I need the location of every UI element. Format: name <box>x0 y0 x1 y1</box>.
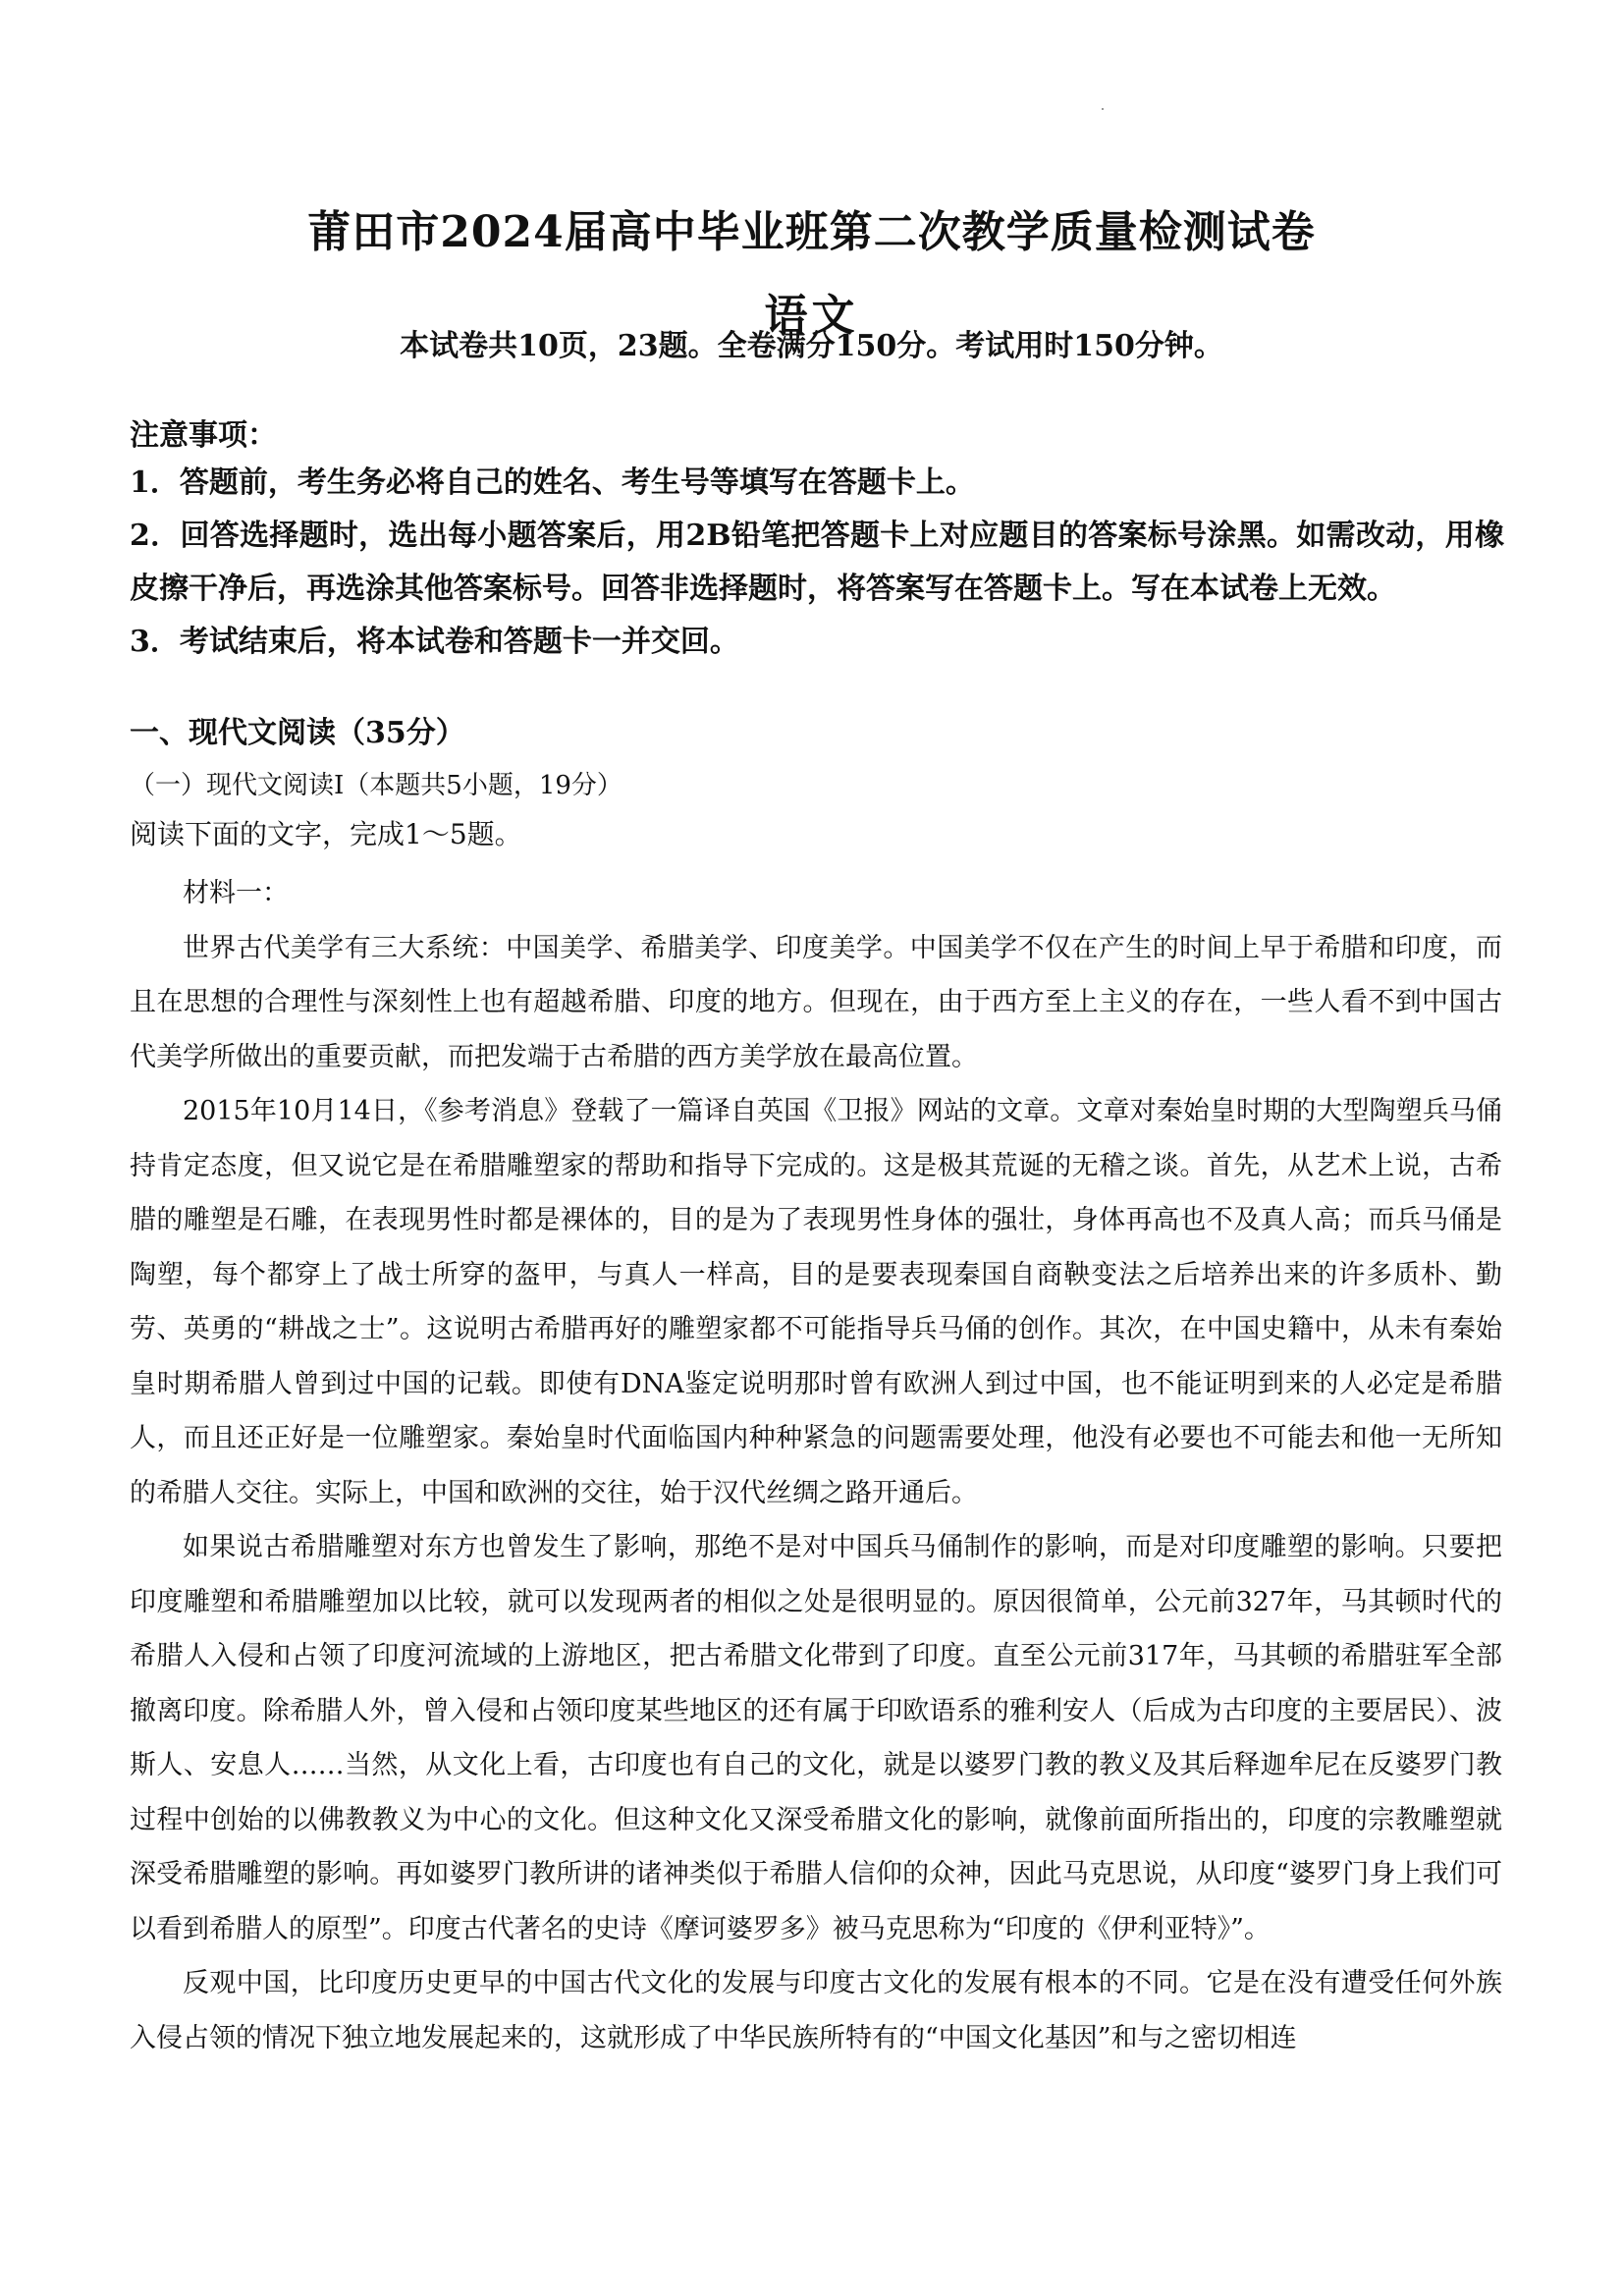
notes-heading: 注意事项： <box>130 418 277 453</box>
scan-speck <box>1102 108 1104 110</box>
exam-title: 莆田市2024届高中毕业班第二次教学质量检测试卷 <box>307 207 1316 257</box>
exam-info: 本试卷共10页，23题。全卷满分150分。考试用时150分钟。 <box>400 329 1223 363</box>
material-paragraph: 世界古代美学有三大系统：中国美学、希腊美学、印度美学。中国美学不仅在产生的时间上早于希腊和印度，而且在思想的合理性与深刻性上也有超越希腊、印度的地方。但现在，由于西方至上主义的存在，一些人看不到中国古代美学所做出的重要贡献，而把发端于古希腊的西方美学放在最高位置。 <box>130 932 1502 1072</box>
material-body <box>130 866 1502 2065</box>
material-label: 材料一： <box>183 878 289 908</box>
subject-title: 语文 <box>764 291 859 341</box>
section-heading: 一、现代文阅读（35分） <box>130 716 465 750</box>
note-item: 3．考试结束后，将本试卷和答题卡一并交回。 <box>130 625 739 659</box>
material-paragraph: 2015年10月14日，《参考消息》登载了一篇译自英国《卫报》网站的文章。文章对秦始皇时期的大型陶塑兵马俑持肯定态度，但又说它是在希腊雕塑家的帮助和指导下完成的。这是极其荒诞的无稽之谈。首先，从艺术上说，古希腊的雕塑是石雕，在表现男性时都是裸体的，目的是为了表现男性身体的强壮，身体再高也不及真人高；而兵马俑是陶塑，每个都穿上了战士所穿的盔甲，与真人一样高，目的是要表现秦国自商鞅变法之后培养出来的许多质朴、勤劳、英勇的“耕战之士”。这说明古希腊再好的雕塑家都不可能指导兵马俑的创作。其次，在中国史籍中，从未有秦始皇时期希腊人曾到过中国的记载。即使有DNA鉴定说明那时曾有欧洲人到过中国，也不能证明到来的人必定是希腊人，而且还正好是一位雕塑家。秦始皇时代面临国内种种紧急的问题需要处理，他没有必要也不可能去和他一无所知的希腊人交往。实际上，中国和欧洲的交往，始于汉代丝绸之路开通后。 <box>130 1096 1502 1508</box>
section-subheading: （一）现代文阅读Ⅰ（本题共5小题，19分） <box>130 771 622 800</box>
reading-instruction: 阅读下面的文字，完成1～5题。 <box>130 818 522 850</box>
note-item: 2．回答选择题时，选出每小题答案后，用2B铅笔把答题卡上对应题目的答案标号涂黑。如需改动，用橡皮擦干净后，再选涂其他答案标号。回答非选择题时，将答案写在答题卡上。写在本试卷上无效。 <box>130 519 1504 606</box>
note-item: 1．答题前，考生务必将自己的姓名、考生号等填写在答题卡上。 <box>130 465 975 500</box>
material-paragraph: 反观中国，比印度历史更早的中国古代文化的发展与印度古文化的发展有根本的不同。它是在没有遭受任何外族入侵占领的情况下独立地发展起来的，这就形成了中华民族所特有的“中国文化基因”和与之密切相连 <box>130 1968 1502 2053</box>
material-paragraph: 如果说古希腊雕塑对东方也曾发生了影响，那绝不是对中国兵马俑制作的影响，而是对印度雕塑的影响。只要把印度雕塑和希腊雕塑加以比较，就可以发现两者的相似之处是很明显的。原因很简单，公元前327年，马其顿时代的希腊人入侵和占领了印度河流域的上游地区，把古希腊文化带到了印度。直至公元前317年，马其顿的希腊驻军全部撤离印度。除希腊人外，曾入侵和占领印度某些地区的还有属于印欧语系的雅利安人（后成为古印度的主要居民）、波斯人、安息人……当然，从文化上看，古印度也有自己的文化，就是以婆罗门教的教义及其后释迦牟尼在反婆罗门教过程中创始的以佛教教义为中心的文化。但这种文化又深受希腊文化的影响，就像前面所指出的，印度的宗教雕塑就深受希腊雕塑的影响。再如婆罗门教所讲的诸神类似于希腊人信仰的众神，因此马克思说，从印度“婆罗门身上我们可以看到希腊人的原型”。印度古代著名的史诗《摩诃婆罗多》被马克思称为“印度的《伊利亚特》”。 <box>130 1532 1502 1944</box>
notes-list <box>130 457 1504 669</box>
